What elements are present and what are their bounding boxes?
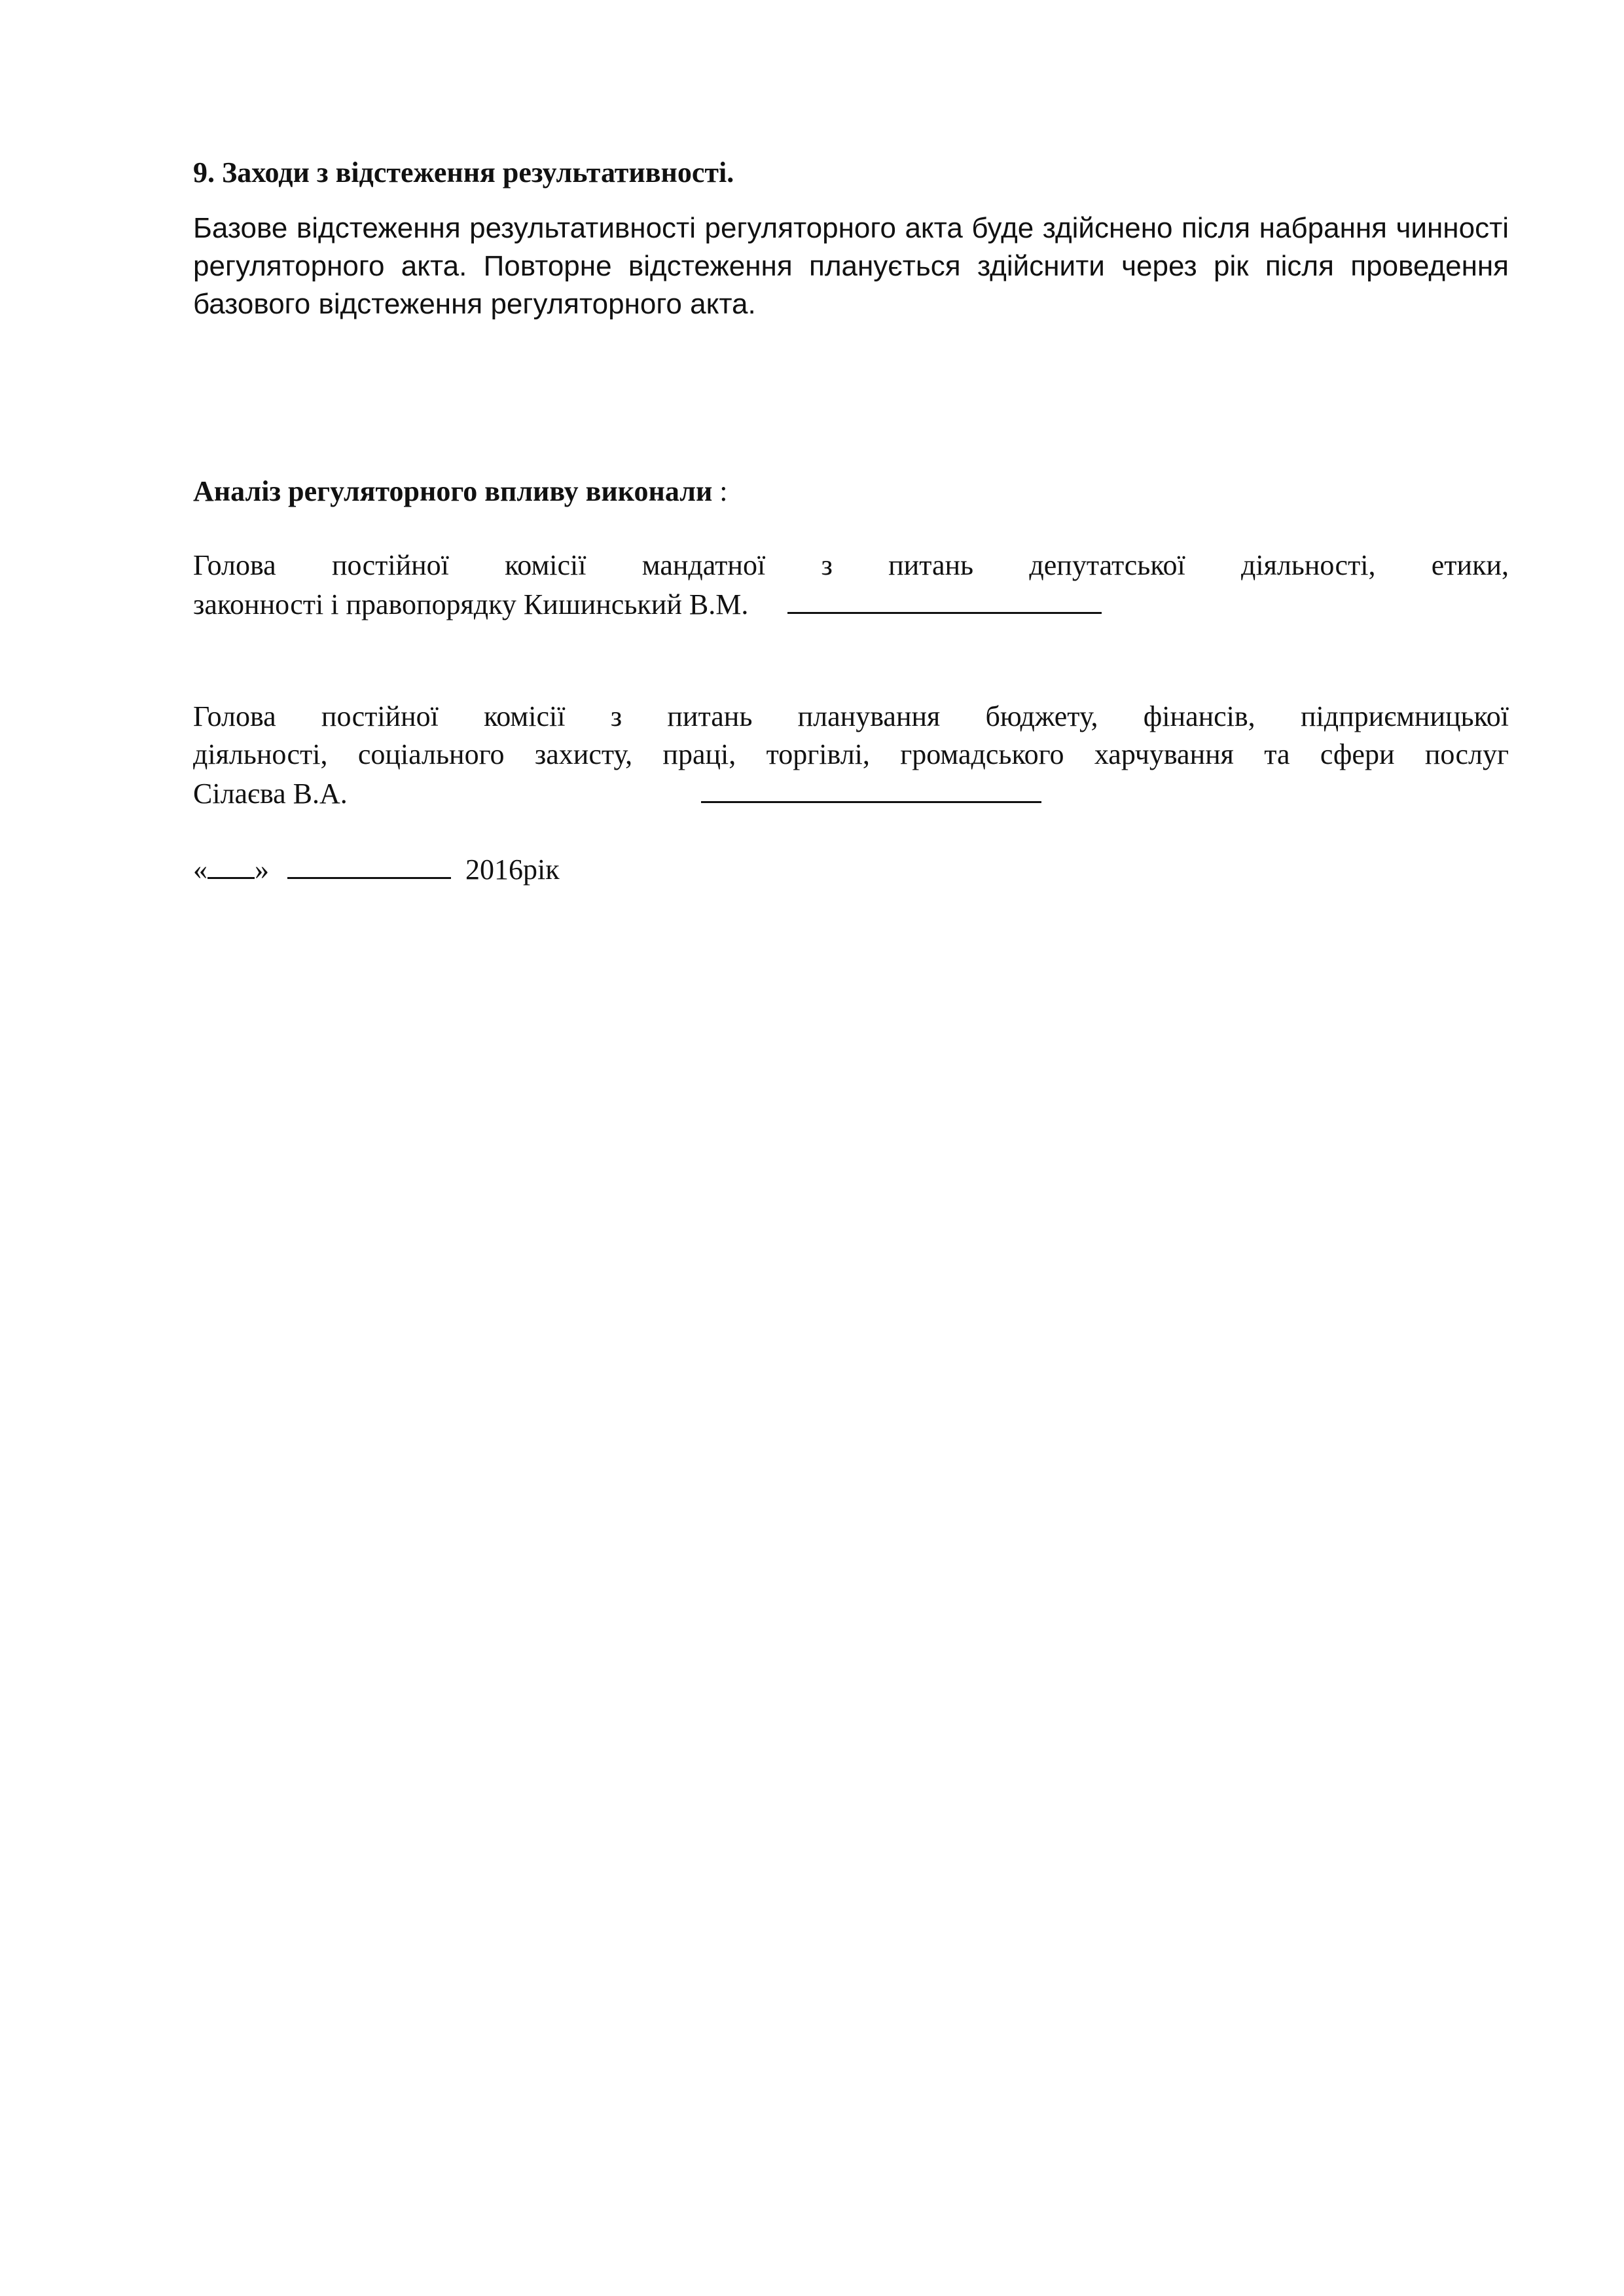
date-month-blank [287, 851, 451, 879]
signature-2-line-2: діяльності, соціального захисту, праці, торгівлі, громадського харчування та сфери послуг [193, 738, 1509, 770]
date-line [193, 851, 560, 889]
section-paragraph: Базове відстеження результативності регуляторного акта буде здійснено після набрання чинності регуляторного акта. Повторне відстеження планується здійснити через рік після проведення базового відстеження регуляторного акта. [193, 212, 1509, 320]
signature-2-line-1: Голова постійної комісії з питань планування бюджету, фінансів, підприємницької [193, 700, 1509, 732]
analysis-title-bold: Аналіз регуляторного впливу виконали [193, 475, 713, 507]
date-open-quote: « [193, 853, 208, 886]
signature-2-sign-line [701, 774, 1041, 803]
analysis-title-suffix: : [712, 475, 728, 507]
date-day-blank [208, 851, 255, 879]
date-close-quote: » [255, 853, 269, 886]
signature-1-line-2: законності і правопорядку Кишинський В.М. [193, 588, 749, 620]
signature-1-line-1: Голова постійної комісії мандатної з питань депутатської діяльності, етики, [193, 549, 1509, 581]
signature-block-1 [193, 547, 1509, 624]
date-year: 2016рік [465, 853, 560, 886]
signature-1-line-2-wrap [193, 584, 1509, 624]
signature-2-line-3-wrap [193, 774, 1509, 813]
signature-1-sign-line [787, 584, 1102, 614]
signature-block-2 [193, 698, 1509, 813]
analysis-title [193, 473, 728, 511]
section-heading: 9. Заходи з відстеження результативності. [193, 156, 734, 188]
signature-2-line-3: Сілаєва В.А. [193, 778, 348, 810]
